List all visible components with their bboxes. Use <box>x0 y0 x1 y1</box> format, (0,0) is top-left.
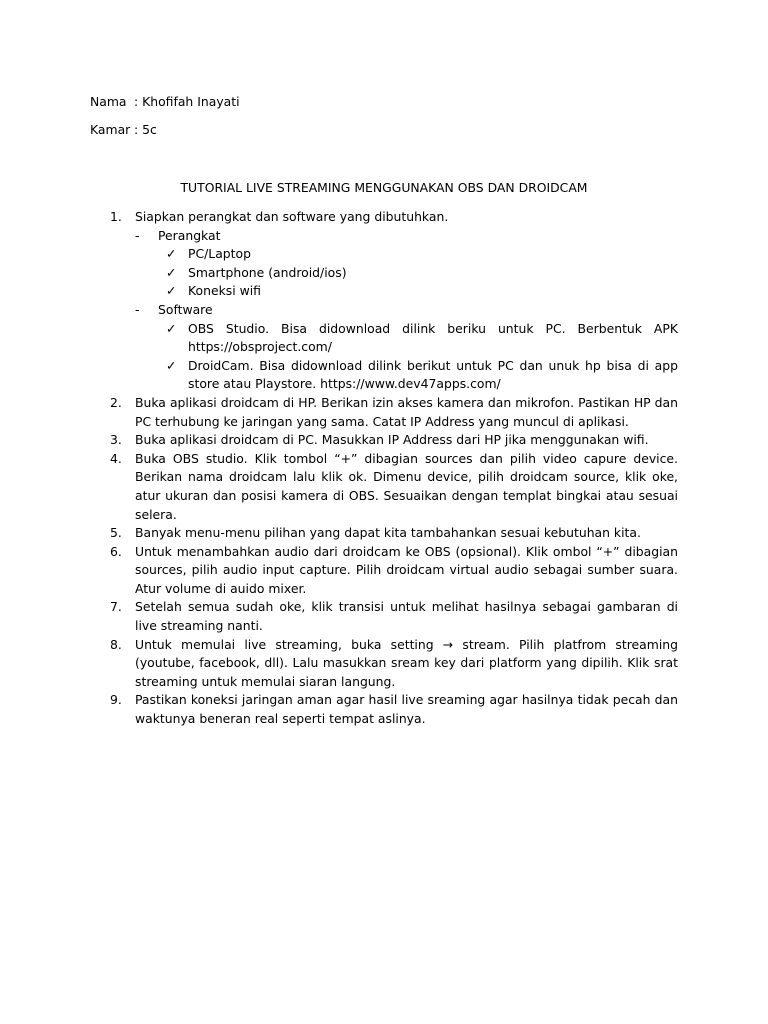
step-item <box>0 543 678 599</box>
group-label: Software <box>158 301 213 317</box>
check-mark-icon: ✓ <box>166 320 177 336</box>
room-label: Kamar <box>90 122 131 137</box>
check-item <box>158 320 678 357</box>
check-item-text: Smartphone (android/ios) <box>188 264 347 280</box>
room-value: : 5c <box>134 122 157 137</box>
step-number: 1. <box>110 209 122 224</box>
step-number: 3. <box>110 432 122 448</box>
check-item-text: OBS Studio. Bisa didownload dilink beriku untuk PC. Berbentuk APK https://obsproject.com/ <box>188 320 678 355</box>
check-item <box>158 282 678 301</box>
group-label: Perangkat <box>158 227 221 243</box>
step-sublist <box>135 227 678 394</box>
step-number: 5. <box>110 525 122 541</box>
steps-list <box>0 208 768 729</box>
step-item <box>0 394 678 431</box>
step-text: Buka aplikasi droidcam di HP. Berikan izin akses kamera dan mikrofon. Pastikan HP dan PC terhubung ke jaringan yang sama. Catat IP Address yang muncul di aplikasi. <box>135 394 678 429</box>
step-item <box>0 691 678 728</box>
check-item <box>158 245 678 264</box>
step-item <box>0 450 678 524</box>
step-number: 9. <box>110 692 122 708</box>
name-value: : Khofifah Inayati <box>134 94 240 109</box>
check-mark-icon: ✓ <box>166 246 177 262</box>
step-text: Pastikan koneksi jaringan aman agar hasil live sreaming agar hasilnya tidak pecah dan waktunya beneran real seperti tempat aslinya. <box>135 692 678 727</box>
step-text: Setelah semua sudah oke, klik transisi untuk melihat hasilnya sebagai gambaran di live streaming nanti. <box>135 599 678 634</box>
check-list <box>158 320 678 394</box>
step-item <box>0 431 678 450</box>
group-item <box>135 301 678 394</box>
step-number: 2. <box>110 394 122 410</box>
check-list <box>158 245 678 301</box>
step-number: 7. <box>110 599 122 615</box>
dash-bullet: - <box>135 301 140 317</box>
step-text: Untuk memulai live streaming, buka setting → stream. Pilih platfrom streaming (youtube, facebook, dll). Lalu masukkan sream key dari platform yang dipilih. Klik srat streaming untuk memulai siaran langung. <box>135 636 678 689</box>
name-label: Nama <box>90 94 127 109</box>
check-item <box>158 264 678 283</box>
check-item-text: Koneksi wifi <box>188 283 261 299</box>
step-item <box>0 598 678 635</box>
step-item <box>0 208 678 394</box>
step-number: 6. <box>110 543 122 559</box>
check-mark-icon: ✓ <box>166 283 177 299</box>
step-number: 4. <box>110 450 122 466</box>
step-number: 8. <box>110 636 122 652</box>
step-text: Untuk menambahkan audio dari droidcam ke OBS (opsional). Klik ombol “+” dibagian sources, pilih audio input capture. Pilih droidcam virtual audio sebagai sumber suara. Atur volume di auido mixer. <box>135 543 678 596</box>
name-row <box>90 93 240 112</box>
check-item-text: DroidCam. Bisa didownload dilink berikut untuk PC dan unuk hp bisa di app store atau Playstore. https://www.dev47apps.com/ <box>188 357 678 392</box>
step-text: Siapkan perangkat dan software yang dibutuhkan. <box>135 209 449 224</box>
check-item <box>158 357 678 394</box>
group-item <box>135 227 678 301</box>
check-mark-icon: ✓ <box>166 357 177 373</box>
dash-bullet: - <box>135 227 140 243</box>
step-text: Buka aplikasi droidcam di PC. Masukkan IP Address dari HP jika menggunakan wifi. <box>135 432 649 448</box>
step-item <box>0 636 678 692</box>
check-item-text: PC/Laptop <box>188 246 251 262</box>
room-row <box>90 121 157 140</box>
step-text: Banyak menu-menu pilihan yang dapat kita tambahankan sesuai kebutuhan kita. <box>135 525 641 541</box>
step-text: Buka OBS studio. Klik tombol “+” dibagian sources dan pilih video capure device. Berikan nama droidcam lalu klik ok. Dimenu device, pilih droidcam source, klik oke, atur ukuran dan posisi kamera di OBS. Sesuaikan dengan templat bingkai atau sesuai selera. <box>135 450 678 522</box>
check-mark-icon: ✓ <box>166 264 177 280</box>
document-title: TUTORIAL LIVE STREAMING MENGGUNAKAN OBS DAN DROIDCAM <box>180 180 588 195</box>
step-item <box>0 524 678 543</box>
